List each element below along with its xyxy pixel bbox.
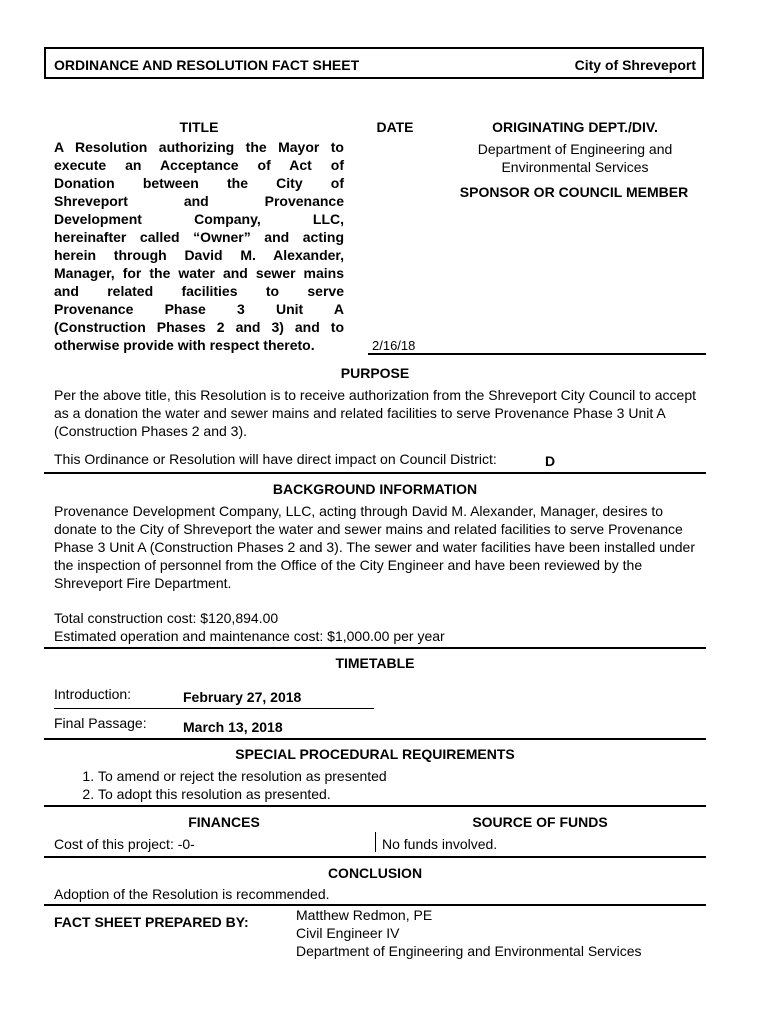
divider [44, 856, 706, 858]
divider [368, 353, 706, 355]
preparer-dept: Department of Engineering and Environmental Services [296, 943, 642, 959]
construction-cost: Total construction cost: $120,894.00 [54, 610, 279, 626]
title-line: execute an Acceptance of Act of [54, 157, 344, 173]
title-line: Provenance Phase 3 Unit A [54, 301, 344, 317]
source-of-funds-text: No funds involved. [382, 836, 498, 852]
purpose-text: Per the above title, this Resolution is to receive authorization from the Shreveport City Council to accept as a donation the water and sewer mains and related facilities to serve Provenance Phase 3 Unit A (Construction Phases 2 and 3). [54, 387, 696, 439]
timetable-heading: TIMETABLE [335, 655, 415, 671]
title-label: TITLE [179, 119, 219, 135]
preparer-role: Civil Engineer IV [296, 925, 400, 941]
document-title: ORDINANCE AND RESOLUTION FACT SHEET [54, 57, 360, 73]
list-item: 1. To amend or reject the resolution as presented [98, 767, 738, 785]
originating-dept-label: ORIGINATING DEPT./DIV. [492, 119, 658, 135]
title-line: (Construction Phases 2 and 3) and to [54, 319, 344, 335]
date-label: DATE [376, 119, 414, 135]
divider [44, 472, 706, 474]
resolution-title [54, 138, 344, 354]
header-box [44, 47, 704, 79]
final-passage-date: March 13, 2018 [183, 719, 283, 735]
title-line: Donation between the City of [54, 175, 344, 191]
column-divider [375, 832, 376, 852]
final-passage-label: Final Passage: [54, 715, 147, 731]
divider [44, 738, 706, 740]
title-line: A Resolution authorizing the Mayor to [54, 139, 344, 155]
introduction-date: February 27, 2018 [183, 689, 302, 705]
background-heading: BACKGROUND INFORMATION [272, 481, 478, 497]
dept-line-2: Environmental Services [501, 159, 649, 175]
district-value: D [545, 453, 556, 469]
finances-heading: FINANCES [188, 814, 260, 830]
conclusion-heading: CONCLUSION [327, 865, 423, 881]
sponsor-label: SPONSOR OR COUNCIL MEMBER [459, 184, 689, 200]
preparer-name: Matthew Redmon, PE [296, 907, 433, 923]
title-line: Shreveport and Provenance [54, 193, 344, 209]
purpose-heading: PURPOSE [340, 365, 410, 381]
prepared-by-label: FACT SHEET PREPARED BY: [54, 914, 249, 930]
title-line: hereinafter called “Owner” and acting [54, 229, 344, 245]
dept-line-1: Department of Engineering and [477, 141, 673, 157]
title-line: otherwise provide with respect thereto. [54, 337, 315, 353]
divider [54, 708, 374, 709]
list-item: 2. To adopt this resolution as presented. [98, 785, 738, 803]
finances-text: Cost of this project: -0- [54, 836, 195, 852]
conclusion-text: Adoption of the Resolution is recommended. [54, 886, 330, 902]
title-line: and related facilities to serve [54, 283, 344, 299]
divider [44, 647, 706, 649]
date-value: 2/16/18 [372, 338, 416, 353]
district-label: This Ordinance or Resolution will have direct impact on Council District: [54, 451, 497, 467]
source-of-funds-heading: SOURCE OF FUNDS [472, 814, 608, 830]
maintenance-cost: Estimated operation and maintenance cost: $1,000.00 per year [54, 628, 445, 644]
city-name: City of Shreveport [574, 57, 696, 73]
title-line: herein through David M. Alexander, [54, 247, 344, 263]
background-text: Provenance Development Company, LLC, acting through David M. Alexander, Manager, desires to donate to the City of Shreveport the water and sewer mains and related facilities to serve Provenance Phase 3 Unit A (Construction Phases 2 and 3). The sewer and water facilities have been installed under the inspection of personnel from the Office of the City Engineer and have been reviewed by the Shreveport Fire Department. [54, 503, 696, 591]
special-heading: SPECIAL PROCEDURAL REQUIREMENTS [235, 746, 515, 762]
divider [44, 805, 706, 807]
title-line: Manager, for the water and sewer mains [54, 265, 344, 281]
introduction-label: Introduction: [54, 686, 132, 702]
title-line: Development Company, LLC, [54, 211, 344, 227]
requirements-list [54, 767, 738, 803]
